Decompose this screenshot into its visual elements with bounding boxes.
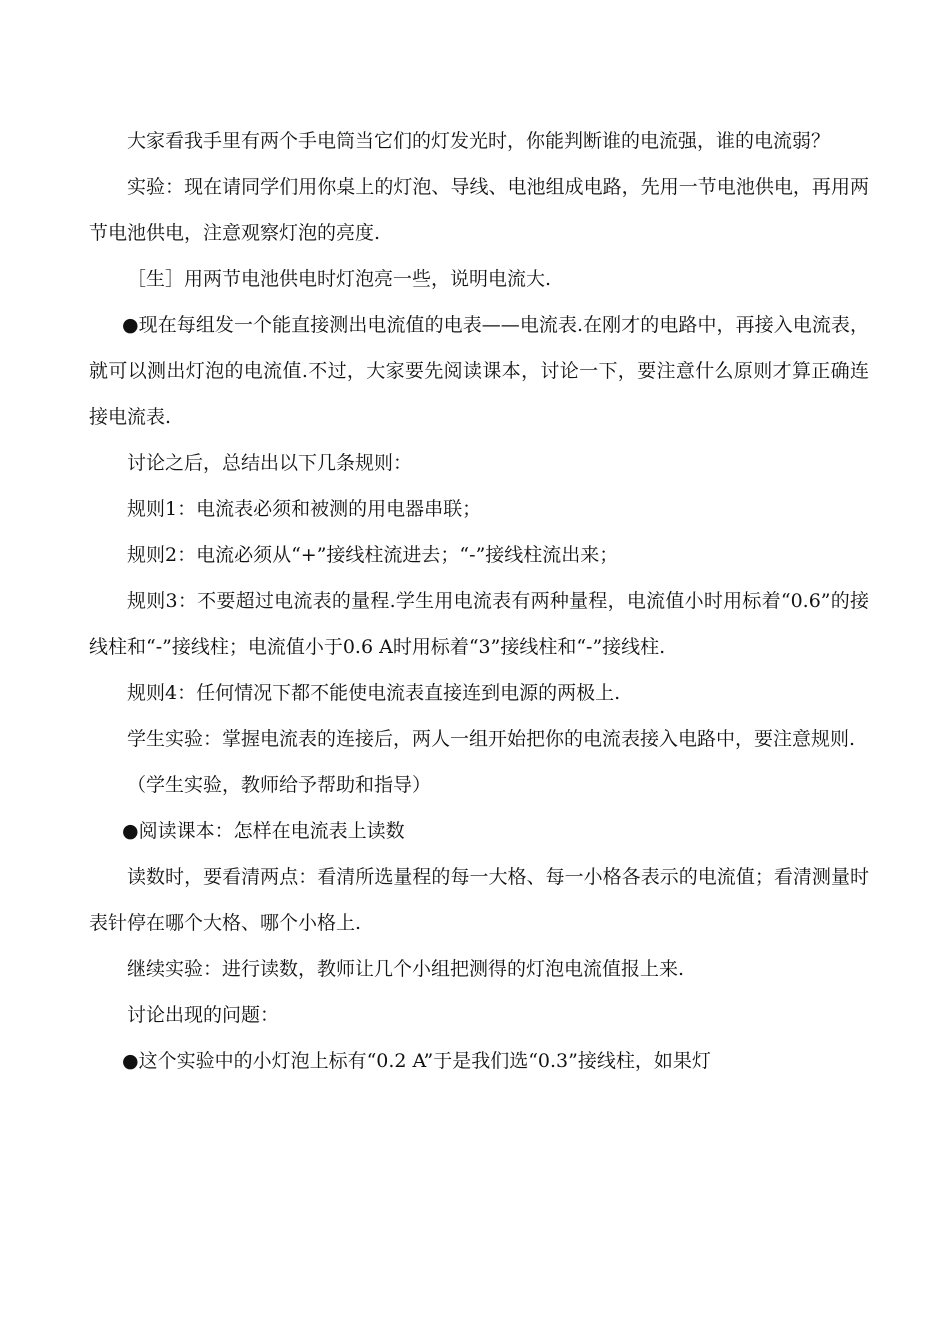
paragraph-intro-question: 大家看我手里有两个手电筒当它们的灯发光时，你能判断谁的电流强，谁的电流弱？ [127, 130, 831, 152]
paragraph-reading-instructions: 读数时，要看清两点：看清所选量程的每一大格、每一小格各表示的电流值；看清测量时表针停在哪个大格、哪个小格上. [89, 866, 869, 934]
paragraph-experiment: 实验：现在请同学们用你桌上的灯泡、导线、电池组成电路，先用一节电池供电，再用两节电池供电，注意观察灯泡的亮度. [89, 176, 869, 244]
paragraph-ammeter-intro: ●现在每组发一个能直接测出电流值的电表——电流表.在刚才的电路中，再接入电流表，就可以测出灯泡的电流值.不过，大家要先阅读课本，讨论一下，要注意什么原则才算正确连接电流表. [89, 314, 869, 428]
document-body [89, 118, 869, 1084]
paragraph-continue-experiment: 继续实验：进行读数，教师让几个小组把测得的灯泡电流值报上来. [127, 958, 685, 980]
paragraph-reading-textbook: ●阅读课本：怎样在电流表上读数 [122, 820, 405, 842]
paragraph-bulb-rating: ●这个实验中的小灯泡上标有“0.2 A”于是我们选“0.3”接线柱，如果灯 [122, 1050, 711, 1072]
paragraph-student-answer: ［生］用两节电池供电时灯泡亮一些，说明电流大. [127, 268, 552, 290]
paragraph-discussion-summary: 讨论之后，总结出以下几条规则： [127, 452, 413, 474]
paragraph-student-experiment: 学生实验：掌握电流表的连接后，两人一组开始把你的电流表接入电路中，要注意规则. [127, 728, 856, 750]
paragraph-rule-4: 规则4：任何情况下都不能使电流表直接连到电源的两极上. [127, 682, 621, 704]
paragraph-teacher-help: （学生实验，教师给予帮助和指导） [127, 774, 432, 796]
paragraph-discuss-problems: 讨论出现的问题： [127, 1004, 280, 1026]
paragraph-rule-2: 规则2：电流必须从“+”接线柱流进去；“-”接线柱流出来； [127, 544, 619, 566]
paragraph-rule-1: 规则1：电流表必须和被测的用电器串联； [127, 498, 482, 520]
paragraph-rule-3: 规则3：不要超过电流表的量程.学生用电流表有两种量程，电流值小时用标着“0.6”的接线柱和“-”接线柱；电流值小于0.6 A时用标着“3”接线柱和“-”接线柱. [89, 590, 869, 658]
